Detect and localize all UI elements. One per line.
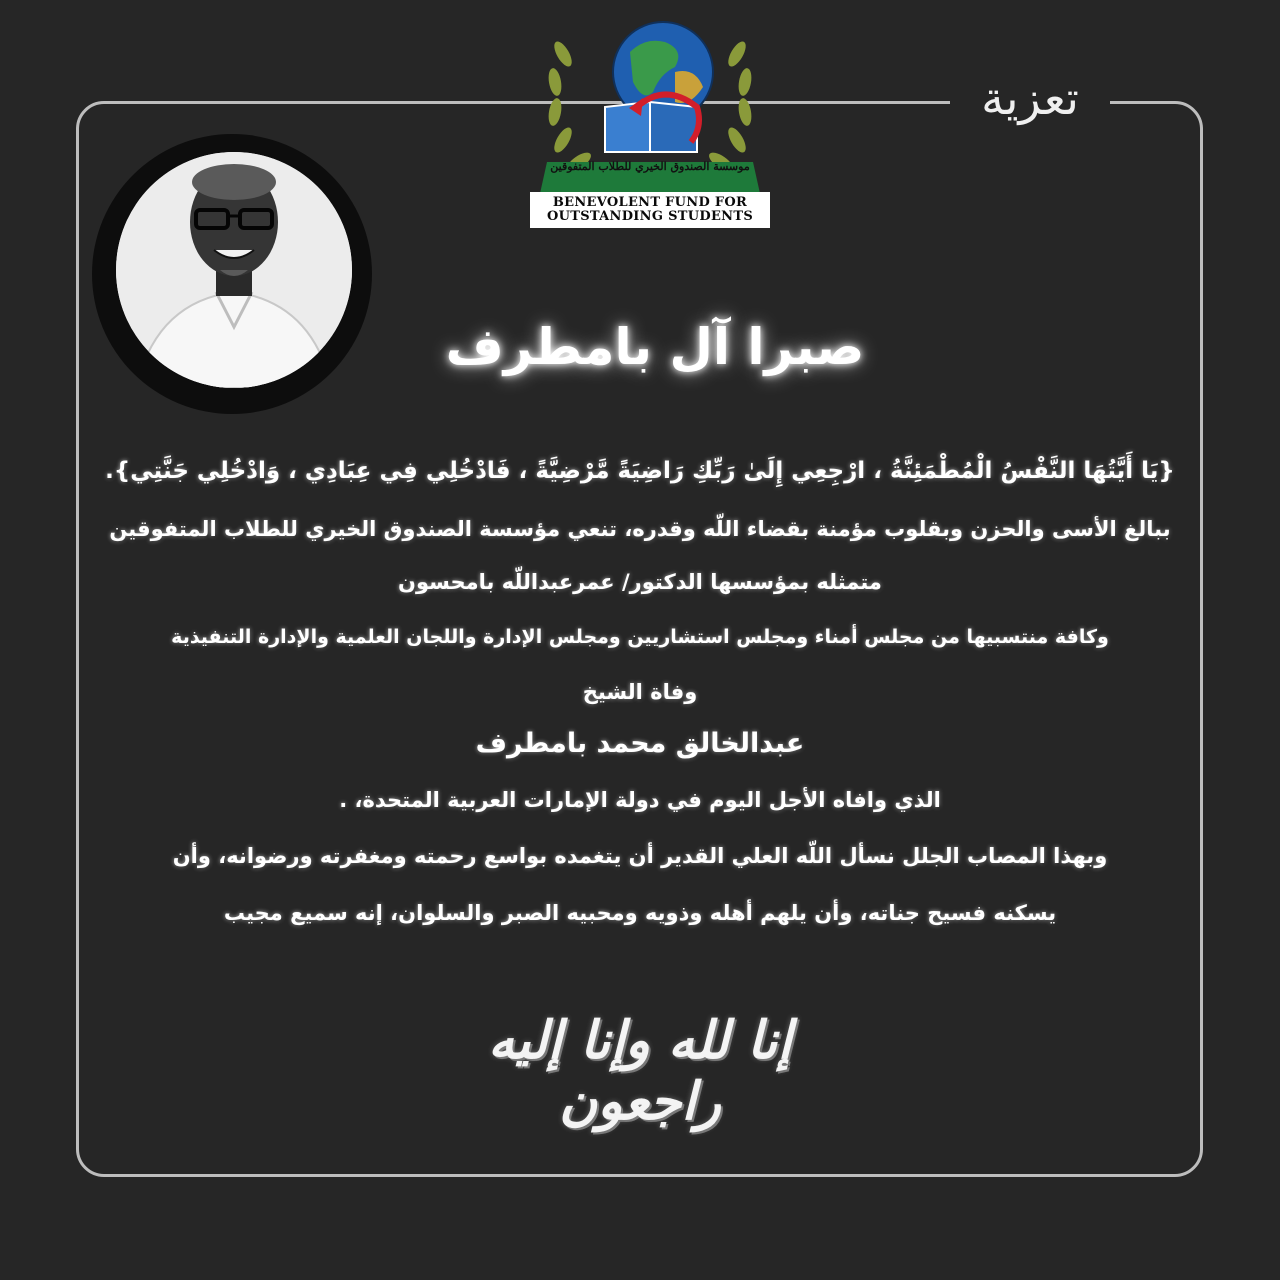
prayer-line-1: وبهذا المصاب الجلل نسأل اللّه العلي القدير أن يتغمده بواسع رحمته ومغفرته ورضوانه، وأن xyxy=(172,844,1108,868)
members-line: وكافة منتسبيها من مجلس أمناء ومجلس استشاريين ومجلس الإدارة واللجان العلمية والإدارة التنفيذية xyxy=(171,626,1109,648)
passing-location-line: الذي وافاه الأجل اليوم في دولة الإمارات العربية المتحدة، . xyxy=(339,788,941,812)
logo-caption xyxy=(530,160,770,224)
logo-english-line1: BENEVOLENT FUND FOR xyxy=(552,195,748,210)
founder-line: متمثله بمؤسسها الدكتور/ عمرعبداللّه بامحسون xyxy=(398,570,882,594)
calligraphy-inna-lillah: إنا لله وإنا إليه راجعون xyxy=(488,1010,792,1132)
page-title: صبرا آل بامطرف xyxy=(445,318,865,376)
laurel-right-icon xyxy=(706,39,753,175)
logo-arabic-name: موسسة الصندوق الخيري للطلاب المتفوقين xyxy=(550,160,750,173)
portrait-photo xyxy=(116,152,352,388)
prayer-line-2: يسكنه فسيح جناته، وأن يلهم أهله وذويه ومحبيه الصبر والسلوان، إنه سميع مجيب xyxy=(223,901,1057,925)
deceased-name: عبدالخالق محمد بامطرف xyxy=(475,728,805,759)
death-of-line: وفاة الشيخ xyxy=(582,680,698,704)
condolence-tag: تعزية xyxy=(950,62,1110,134)
logo-english-line2: OUTSTANDING STUDENTS xyxy=(546,209,754,224)
laurel-left-icon xyxy=(547,39,594,175)
quran-verse: {يَا أَيَّتُهَا النَّفْسُ الْمُطْمَئِنَّةُ ، ارْجِعِي إِلَىٰ رَبِّكِ رَاضِيَةً مَّرْضِيَّةً ، فَادْخُلِي فِي عِبَادِي ، وَادْخُلِي جَنَّتِي}. xyxy=(105,458,1175,484)
announcement-line: ببالغ الأسى والحزن وبقلوب مؤمنة بقضاء اللّه وقدره، تنعي مؤسسة الصندوق الخيري للطلاب المتفوقين xyxy=(109,517,1171,541)
person-portrait-icon xyxy=(116,152,352,388)
